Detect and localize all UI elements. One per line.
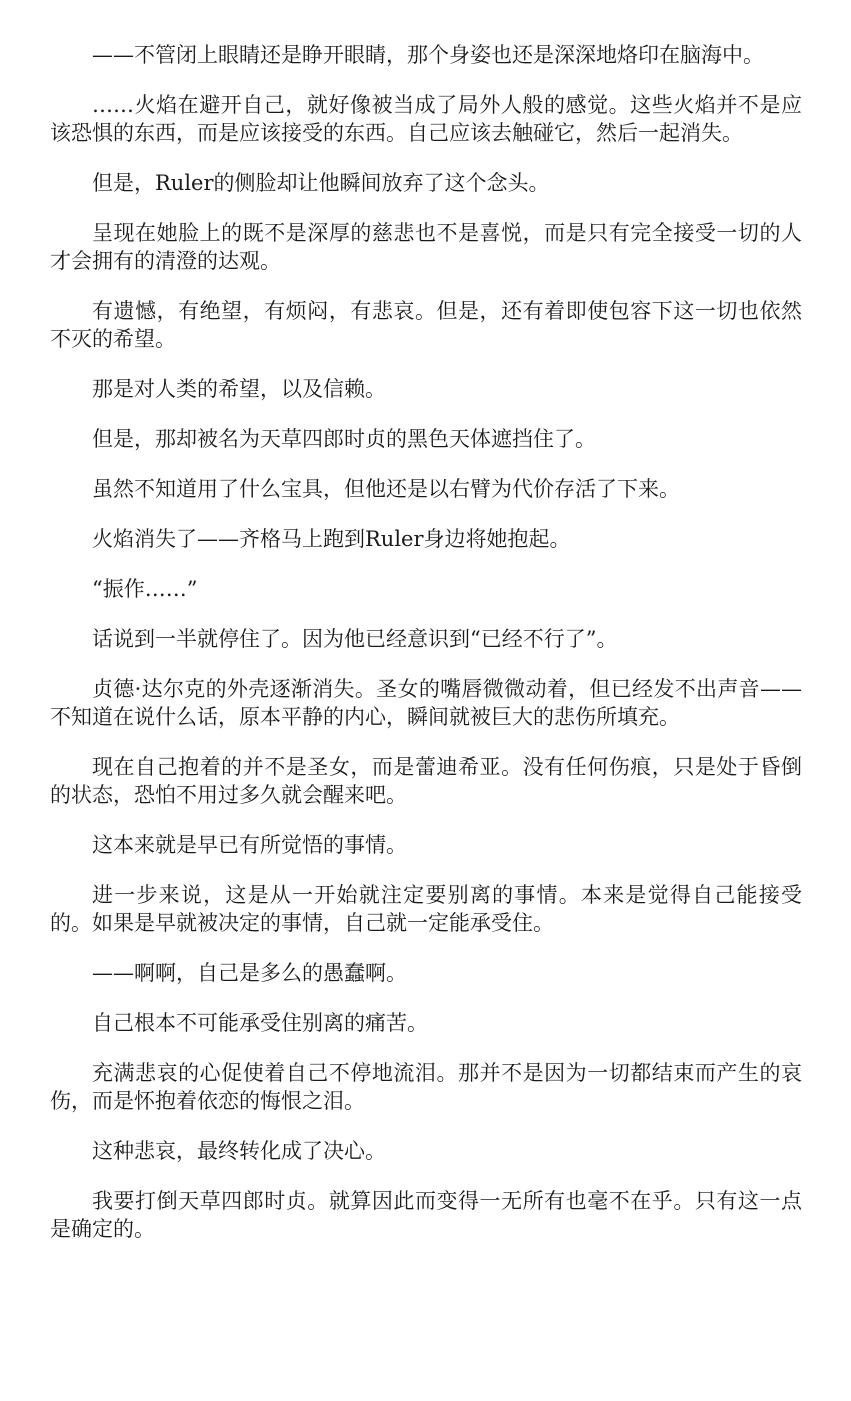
paragraph: 但是，那却被名为天草四郎时贞的黑色天体遮挡住了。 bbox=[92, 427, 596, 451]
paragraph: 那是对人类的希望，以及信赖。 bbox=[92, 377, 386, 401]
paragraph: 贞德·达尔克的外壳逐渐消失。圣女的嘴唇微微动着，但已经发不出声音——不知道在说什么话，原本平静的内心，瞬间就被巨大的悲伤所填充。 bbox=[50, 677, 802, 729]
paragraph: 呈现在她脸上的既不是深厚的慈悲也不是喜悦，而是只有完全接受一切的人才会拥有的清澄的达观。 bbox=[50, 221, 802, 273]
paragraph: “振作……” bbox=[92, 577, 198, 601]
paragraph: 充满悲哀的心促使着自己不停地流泪。那并不是因为一切都结束而产生的哀伤，而是怀抱着依恋的悔恨之泪。 bbox=[50, 1061, 802, 1113]
paragraph: 这种悲哀，最终转化成了决心。 bbox=[92, 1139, 386, 1163]
paragraph: 现在自己抱着的并不是圣女，而是蕾迪希亚。没有任何伤痕，只是处于昏倒的状态，恐怕不用过多久就会醒来吧。 bbox=[50, 755, 802, 807]
paragraph: ——啊啊，自己是多么的愚蠢啊。 bbox=[92, 961, 407, 985]
paragraph: 有遗憾，有绝望，有烦闷，有悲哀。但是，还有着即使包容下这一切也依然不灭的希望。 bbox=[50, 299, 802, 351]
paragraph: 火焰消失了——齐格马上跑到Ruler身边将她抱起。 bbox=[92, 527, 571, 551]
paragraph: 进一步来说，这是从一开始就注定要别离的事情。本来是觉得自己能接受的。如果是早就被决定的事情，自己就一定能承受住。 bbox=[50, 883, 802, 935]
paragraph: 话说到一半就停住了。因为他已经意识到“已经不行了”。 bbox=[92, 627, 618, 651]
paragraph: 这本来就是早已有所觉悟的事情。 bbox=[92, 833, 407, 857]
paragraph: 虽然不知道用了什么宝具，但他还是以右臂为代价存活了下来。 bbox=[92, 477, 680, 501]
paragraph: 自己根本不可能承受住别离的痛苦。 bbox=[92, 1011, 428, 1035]
paragraph: ——不管闭上眼睛还是睁开眼睛，那个身姿也还是深深地烙印在脑海中。 bbox=[92, 43, 764, 67]
paragraph: ……火焰在避开自己，就好像被当成了局外人般的感觉。这些火焰并不是应该恐惧的东西，而是应该接受的东西。自己应该去触碰它，然后一起消失。 bbox=[50, 93, 802, 145]
paragraph: 但是，Ruler的侧脸却让他瞬间放弃了这个念头。 bbox=[92, 171, 550, 195]
document-page bbox=[50, 41, 802, 1265]
paragraph: 我要打倒天草四郎时贞。就算因此而变得一无所有也毫不在乎。只有这一点是确定的。 bbox=[50, 1189, 802, 1241]
